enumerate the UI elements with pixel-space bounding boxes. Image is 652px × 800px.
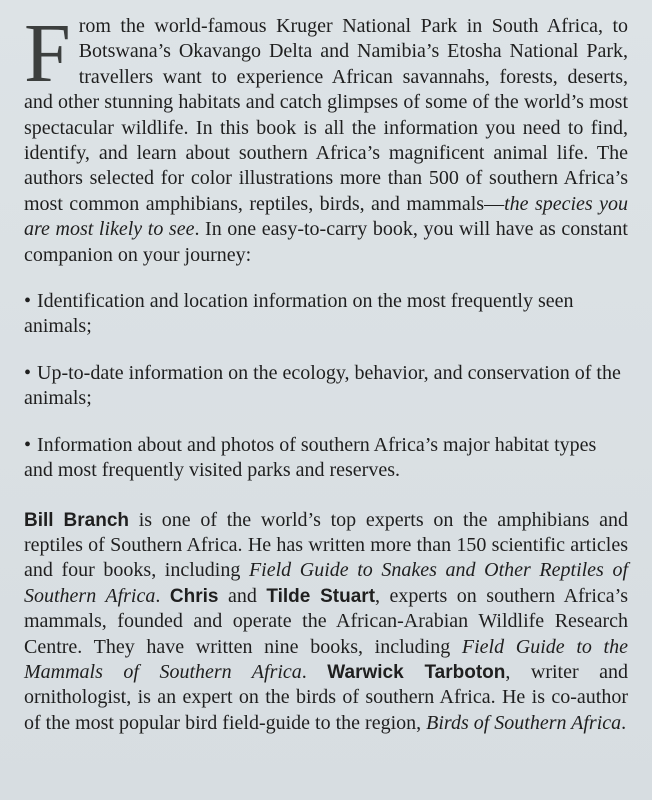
bullet-text: Information about and photos of southern Africa’s major habitat types and most frequently visited parks and reserves. <box>24 433 597 482</box>
bio-text: and <box>218 584 267 607</box>
bio-text: , experts on southern Africa’s mammals, founded and operate the African-Arabian Wildlife Research Centre. They have written nine books, including <box>24 584 628 658</box>
book-title: Field Guide to Snakes and Other Reptiles of Southern Africa <box>24 559 628 607</box>
intro-text-2: . In one easy-to-carry book, you will have as constant companion on your journey: <box>24 218 628 266</box>
bullet-dot: • <box>24 290 32 313</box>
author-name-warwick-tarboton: Warwick Tarboton <box>327 661 506 683</box>
book-title: Field Guide to the Mammals of Southern Africa <box>24 635 628 683</box>
author-name-chris: Chris <box>169 585 219 607</box>
author-name-bill-branch: Bill Branch <box>24 509 130 531</box>
intro-text-1: rom the world-famous Kruger National Park in South Africa, to Botswana’s Okavango Delta and Namibia’s Etosha National Park, travellers want to experience African savannahs, forests, deserts, and other stunning habitats and catch glimpses of some of the world’s most spectacular wildlife. In this book is all the information you need to find, identify, and learn about southern Africa’s magnificent animal life. The authors selected for color illustrations more than 500 of southern Africa’s most common amphibians, reptiles, birds, and mammals— <box>24 15 628 215</box>
book-title: Birds of Southern Africa <box>426 711 622 734</box>
bio-text: . <box>301 660 328 683</box>
bio-text: . <box>621 711 627 734</box>
intro-italic-phrase: the species you are most likely to see <box>24 192 628 241</box>
authors-bio-paragraph <box>24 508 628 737</box>
bio-text: is one of the world’s top experts on the amphibians and reptiles of Southern Africa. He has written more than 150 scientific articles and four books, including <box>24 508 628 582</box>
bullet-item-3 <box>24 433 628 484</box>
bullet-item-1 <box>24 289 628 340</box>
bullet-text: Up-to-date information on the ecology, behavior, and conservation of the animals; <box>24 361 621 410</box>
bio-text: . <box>155 584 170 607</box>
author-name-tilde-stuart: Tilde Stuart <box>266 585 376 607</box>
drop-cap: F <box>24 7 71 100</box>
bullet-text: Identification and location information on the most frequently seen animals; <box>24 290 574 338</box>
bio-text: , writer and ornithologist, is an expert on the birds of southern Africa. He is co-author of the most popular bird field-guide to the region, <box>24 660 629 734</box>
bullet-dot: • <box>24 361 32 384</box>
intro-paragraph <box>24 7 628 268</box>
bullet-dot: • <box>24 433 32 456</box>
bullet-item-2 <box>24 361 628 412</box>
